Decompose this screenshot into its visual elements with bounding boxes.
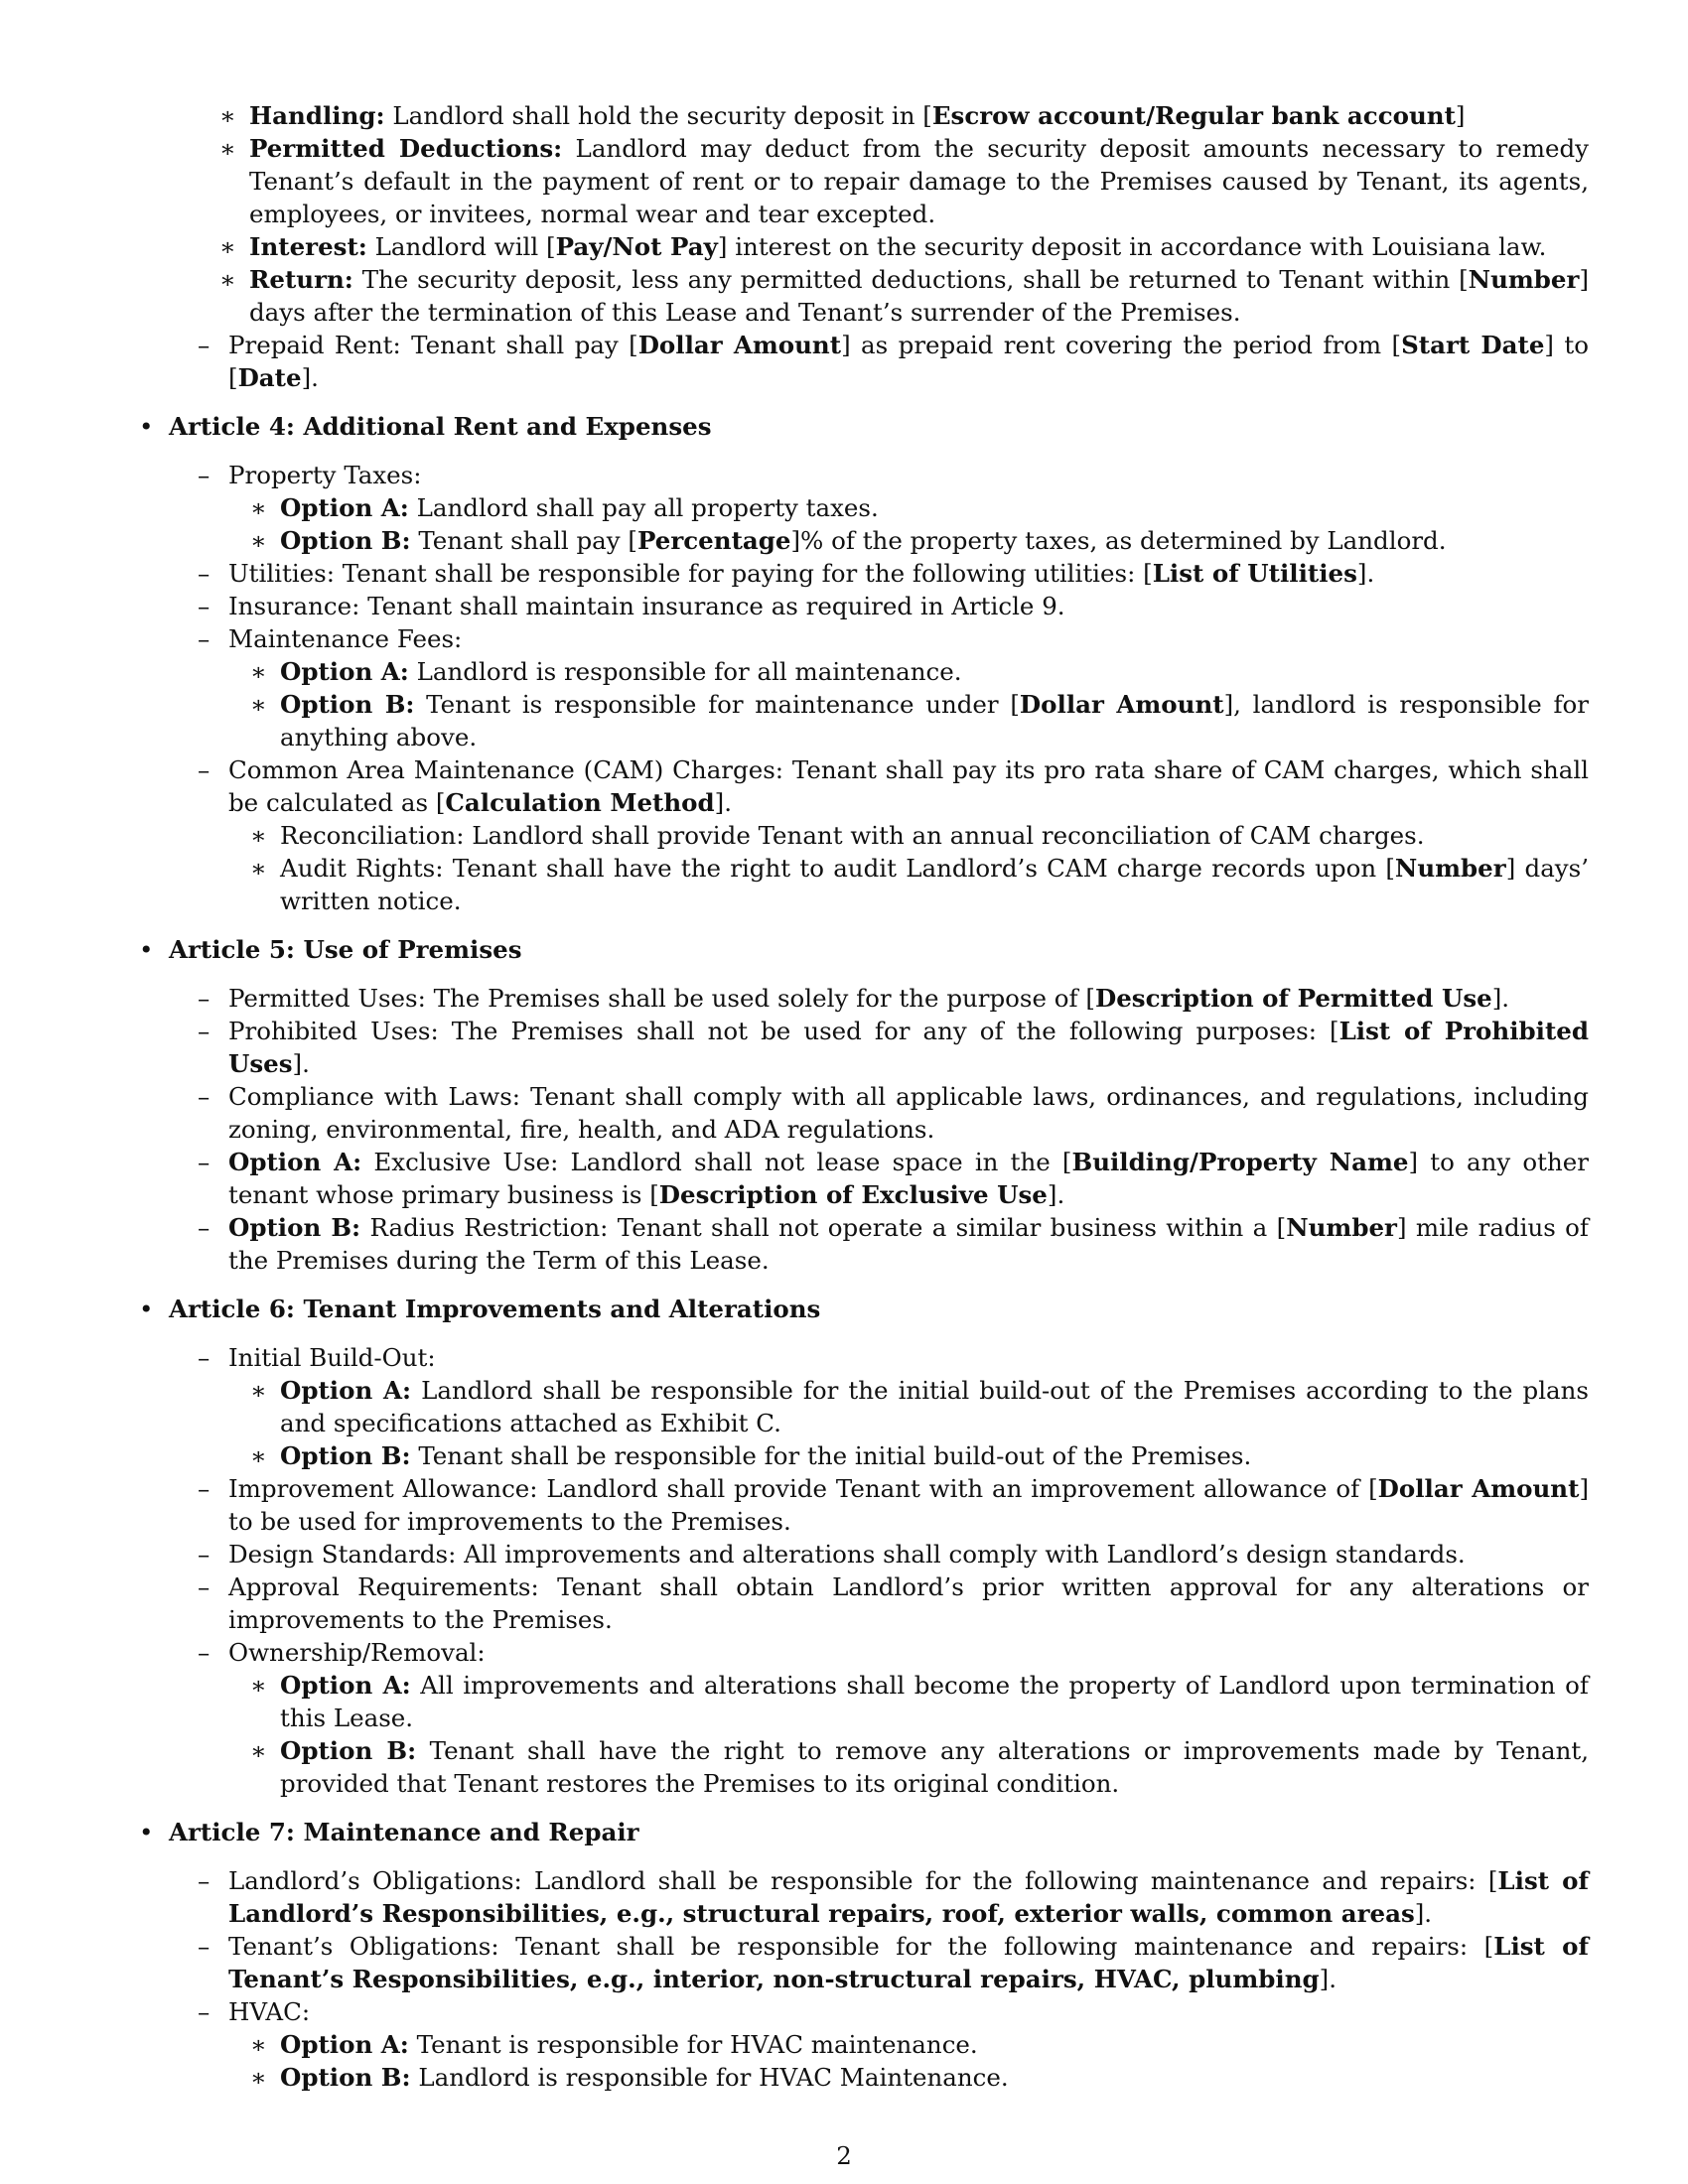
text: Landlord will [ — [374, 232, 556, 261]
placeholder: Dollar Amount — [637, 331, 842, 359]
property-taxes-options — [228, 491, 1589, 557]
text: ]% of the property taxes, as determined by Landlord. — [790, 526, 1447, 555]
text: Radius Restriction: Tenant shall not operate a similar business within a [ — [369, 1213, 1287, 1242]
text: HVAC: — [228, 1997, 311, 2026]
article-list — [139, 99, 1589, 2094]
placeholder: Number — [1468, 265, 1580, 294]
article-7-sublist — [169, 1864, 1589, 2094]
text: Tenant’s Obligations: Tenant shall be responsible for the following maintenance and repairs: [ — [228, 1932, 1494, 1961]
option-b — [250, 1439, 1589, 1472]
utilities — [198, 557, 1589, 590]
page-number: 2 — [836, 2141, 852, 2170]
security-permitted-deductions — [219, 132, 1589, 230]
text: ] as prepaid rent covering the period from [ — [841, 331, 1402, 359]
label: Option B: — [280, 1441, 411, 1470]
hvac-options — [228, 2028, 1589, 2094]
article-5 — [139, 933, 1589, 1277]
prepaid-rent — [198, 329, 1589, 394]
label: Option B: — [280, 1736, 417, 1765]
text: Common Area Maintenance (CAM) Charges: Tenant shall pay its pro rata share of CAM charges, which shall be calculated as [ — [228, 755, 1589, 817]
text: Improvement Allowance: Landlord shall provide Tenant with an improvement allowance of [ — [228, 1474, 1378, 1503]
label: Return: — [249, 265, 353, 294]
placeholder: List of Tenant’s Responsibilities, e.g., interior, non-structural repairs, HVAC, plumbing — [228, 1932, 1589, 1993]
security-deposit-item — [198, 99, 1589, 329]
text: Permitted Uses: The Premises shall be used solely for the purpose of [ — [228, 984, 1095, 1013]
placeholder: Number — [1394, 854, 1506, 883]
text: Maintenance Fees: — [228, 624, 463, 653]
security-handling — [219, 99, 1589, 132]
approval-requirements: – Approval Requirements: Tenant shall obtain Landlord’s prior written approval for any alterations or improvements to the Premises. — [198, 1570, 1589, 1636]
article-heading: • Article 5: Use of Premises — [169, 935, 522, 964]
design-standards: – Design Standards: All improvements and alterations shall comply with Landlord’s design standards. — [198, 1538, 1589, 1570]
placeholder: List of Landlord’s Responsibilities, e.g., structural repairs, roof, exterior walls, common areas — [228, 1866, 1589, 1928]
text: Tenant is responsible for maintenance under [ — [426, 690, 1020, 719]
ownership-removal — [198, 1636, 1589, 1800]
placeholder: Dollar Amount — [1019, 690, 1224, 719]
text: ] to be used for improvements to the Premises. — [228, 1474, 1589, 1536]
placeholder: List of Utilities — [1152, 559, 1357, 588]
label: Option B: — [280, 2063, 411, 2092]
text: Prepaid Rent: Tenant shall pay [ — [228, 331, 638, 359]
security-interest — [219, 230, 1589, 263]
text: Tenant is responsible for HVAC maintenance. — [416, 2030, 978, 2059]
article-5-sublist — [169, 982, 1589, 1277]
insurance: – Insurance: Tenant shall maintain insurance as required in Article 9. — [198, 590, 1589, 622]
placeholder: Building/Property Name — [1071, 1148, 1409, 1176]
text: Ownership/Removal: — [228, 1638, 486, 1667]
option-a — [250, 2028, 1589, 2061]
label: Option B: — [228, 1213, 361, 1242]
tenant-obligations — [198, 1930, 1589, 1995]
text: ] days after the termination of this Lease and Tenant’s surrender of the Premises. — [249, 265, 1589, 327]
text: Landlord shall hold the security deposit in [ — [392, 101, 932, 130]
text: ] interest on the security deposit in accordance with Louisiana law. — [717, 232, 1547, 261]
placeholder: Dollar Amount — [1377, 1474, 1580, 1503]
option-a — [250, 1669, 1589, 1734]
compliance-with-laws: – Compliance with Laws: Tenant shall comply with all applicable laws, ordinances, and regulations, including zoning, environmental, fire, health, and ADA regulations. — [198, 1080, 1589, 1146]
text: ] to any other tenant whose primary business is [ — [228, 1148, 1589, 1209]
label: Option A: — [228, 1148, 362, 1176]
landlord-obligations — [198, 1864, 1589, 1930]
placeholder: Date — [237, 363, 302, 392]
placeholder: Description of Exclusive Use — [658, 1180, 1048, 1209]
text: ] days’ written notice. — [280, 854, 1589, 915]
ownership-options — [228, 1669, 1589, 1800]
text: ] to [ — [228, 331, 1589, 392]
text: ]. — [714, 788, 732, 817]
article-3-continuation — [139, 99, 1589, 394]
prohibited-uses — [198, 1015, 1589, 1080]
initial-build-out — [198, 1341, 1589, 1472]
text: ] — [1455, 101, 1466, 130]
build-out-options — [228, 1374, 1589, 1472]
text: ]. — [301, 363, 319, 392]
article-3-sublist — [169, 99, 1589, 394]
article-6 — [139, 1293, 1589, 1800]
text: ]. — [1356, 559, 1375, 588]
article-4-sublist — [169, 459, 1589, 917]
text: ]. — [1319, 1965, 1337, 1993]
article-7 — [139, 1816, 1589, 2094]
text: ]. — [1047, 1180, 1065, 1209]
option-b-radius-restriction — [198, 1211, 1589, 1277]
text: The security deposit, less any permitted deductions, shall be returned to Tenant within [ — [361, 265, 1469, 294]
placeholder: Number — [1286, 1213, 1397, 1242]
placeholder: Description of Permitted Use — [1094, 984, 1492, 1013]
placeholder: Escrow account/Regular bank account — [931, 101, 1456, 130]
placeholder: Pay/Not Pay — [555, 232, 718, 261]
cam-subitems — [228, 819, 1589, 917]
article-heading: • Article 4: Additional Rent and Expenses — [169, 412, 712, 441]
label: Option B: — [280, 526, 411, 555]
text: Landlord shall pay all property taxes. — [416, 493, 879, 522]
permitted-uses — [198, 982, 1589, 1015]
hvac — [198, 1995, 1589, 2094]
label: Option A: — [280, 657, 409, 686]
text: Landlord’s Obligations: Landlord shall be responsible for the following maintenance and repairs: [ — [228, 1866, 1498, 1895]
label: Option A: — [280, 493, 409, 522]
maintenance-fees-options — [228, 655, 1589, 753]
maintenance-fees — [198, 622, 1589, 753]
cam-reconciliation: ∗ Reconciliation: Landlord shall provide Tenant with an annual reconciliation of CAM charges. — [250, 819, 1589, 852]
placeholder: List of Prohibited Uses — [228, 1017, 1589, 1078]
text: Landlord shall be responsible for the initial build-out of the Premises according to the plans and specifications attached as Exhibit C. — [280, 1376, 1589, 1437]
text: Landlord is responsible for all maintenance. — [416, 657, 962, 686]
article-4 — [139, 410, 1589, 917]
text: ]. — [292, 1049, 310, 1078]
text: Tenant shall have the right to remove any alterations or improvements made by Tenant, provided that Tenant restores the Premises to its original condition. — [280, 1736, 1589, 1798]
option-a — [250, 655, 1589, 688]
placeholder: Percentage — [636, 526, 791, 555]
text: Landlord is responsible for HVAC Maintenance. — [418, 2063, 1009, 2092]
text: Utilities: Tenant shall be responsible for paying for the following utilities: [ — [228, 559, 1153, 588]
label: Option A: — [280, 2030, 409, 2059]
label: Interest: — [249, 232, 367, 261]
article-6-sublist — [169, 1341, 1589, 1800]
option-b — [250, 1734, 1589, 1800]
option-a — [250, 491, 1589, 524]
security-return — [219, 263, 1589, 329]
text: Audit Rights: Tenant shall have the right to audit Landlord’s CAM charge records upon [ — [280, 854, 1395, 883]
label: Option B: — [280, 690, 415, 719]
option-b — [250, 688, 1589, 753]
text: ]. — [1491, 984, 1510, 1013]
text: All improvements and alterations shall become the property of Landlord upon termination of this Lease. — [280, 1671, 1589, 1732]
text: ]. — [1414, 1899, 1433, 1928]
property-taxes — [198, 459, 1589, 557]
text: Tenant shall pay [ — [418, 526, 637, 555]
text: Property Taxes: — [228, 461, 422, 489]
article-heading: • Article 7: Maintenance and Repair — [169, 1818, 639, 1846]
text: ] mile radius of the Premises during the Term of this Lease. — [228, 1213, 1589, 1275]
label: Handling: — [249, 101, 385, 130]
text: Exclusive Use: Landlord shall not lease space in the [ — [373, 1148, 1072, 1176]
text: Prohibited Uses: The Premises shall not be used for any of the following purposes: [ — [228, 1017, 1339, 1045]
text: Landlord may deduct from the security deposit amounts necessary to remedy Tenant’s default in the payment of rent or to repair damage to the Premises caused by Tenant, its agents, employees, or invitees, normal wear and tear excepted. — [249, 134, 1589, 228]
text: ], landlord is responsible for anything above. — [280, 690, 1589, 751]
label: Option A: — [280, 1671, 411, 1700]
option-b — [250, 524, 1589, 557]
option-b — [250, 2061, 1589, 2094]
article-heading: • Article 6: Tenant Improvements and Alterations — [169, 1295, 821, 1323]
cam-text — [228, 753, 1589, 819]
text: Initial Build-Out: — [228, 1343, 436, 1372]
cam-charges — [198, 753, 1589, 917]
option-a — [250, 1374, 1589, 1439]
label: Permitted Deductions: — [249, 134, 563, 163]
cam-audit-rights — [250, 852, 1589, 917]
option-a-exclusive-use — [198, 1146, 1589, 1211]
text: Tenant shall be responsible for the initial build-out of the Premises. — [418, 1441, 1252, 1470]
label: Option A: — [280, 1376, 412, 1405]
placeholder: Calculation Method — [445, 788, 715, 817]
security-deposit-subitems — [198, 99, 1589, 329]
placeholder: Start Date — [1401, 331, 1545, 359]
document-body — [139, 99, 1589, 2094]
improvement-allowance — [198, 1472, 1589, 1538]
